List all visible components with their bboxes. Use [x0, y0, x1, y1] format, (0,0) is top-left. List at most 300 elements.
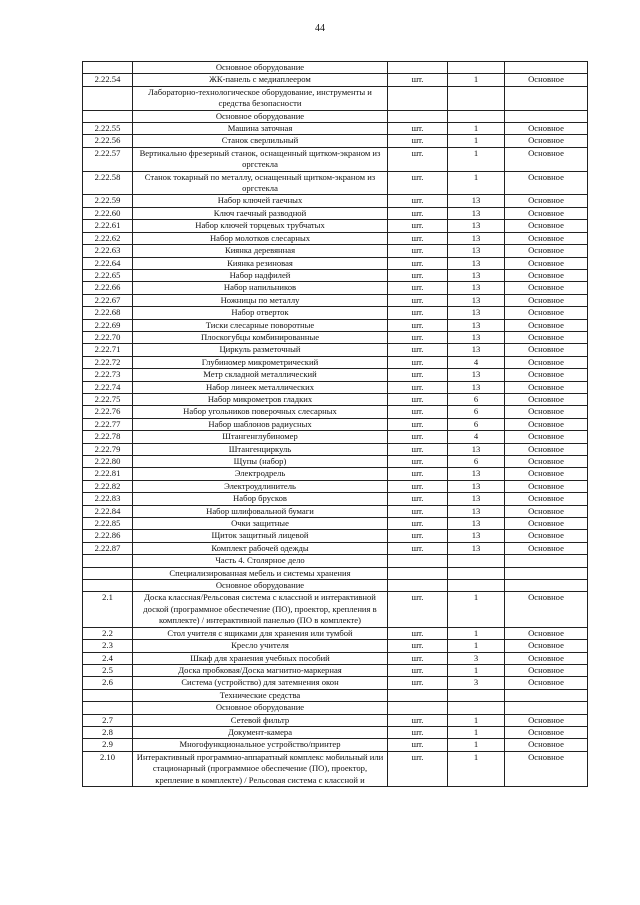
item-code: 2.4: [83, 652, 133, 664]
item-name: Кресло учителя: [133, 640, 388, 652]
item-type: Основное: [505, 751, 588, 786]
table-row: [83, 542, 588, 554]
empty-cell: [388, 580, 448, 592]
item-unit: шт.: [388, 664, 448, 676]
empty-cell: [448, 702, 505, 714]
code-cell: [83, 689, 133, 701]
item-name: Щупы (набор): [133, 456, 388, 468]
item-unit: шт.: [388, 592, 448, 627]
table-row: [83, 677, 588, 689]
empty-cell: [388, 689, 448, 701]
item-name: Набор линеек металлических: [133, 381, 388, 393]
item-name: Набор брусков: [133, 493, 388, 505]
item-unit: шт.: [388, 123, 448, 135]
item-quantity: 13: [448, 331, 505, 343]
table-row: [83, 232, 588, 244]
table-row: [83, 480, 588, 492]
item-quantity: 13: [448, 195, 505, 207]
empty-cell: [505, 689, 588, 701]
item-quantity: 13: [448, 245, 505, 257]
item-unit: шт.: [388, 282, 448, 294]
item-code: 2.22.60: [83, 207, 133, 219]
table-row: [83, 640, 588, 652]
table-row: [83, 269, 588, 281]
item-type: Основное: [505, 456, 588, 468]
item-type: Основное: [505, 220, 588, 232]
table-row: [83, 443, 588, 455]
item-type: Основное: [505, 195, 588, 207]
item-name: Станок сверлильный: [133, 135, 388, 147]
item-unit: шт.: [388, 627, 448, 639]
item-unit: шт.: [388, 331, 448, 343]
empty-cell: [448, 110, 505, 122]
empty-cell: [388, 555, 448, 567]
item-name: Стол учителя с ящиками для хранения или тумбой: [133, 627, 388, 639]
item-code: 2.22.85: [83, 518, 133, 530]
table-row: [83, 282, 588, 294]
table-row: [83, 307, 588, 319]
item-code: 2.22.65: [83, 269, 133, 281]
section-row: [83, 689, 588, 701]
empty-cell: [448, 580, 505, 592]
item-name: Ножницы по металлу: [133, 294, 388, 306]
item-quantity: 13: [448, 493, 505, 505]
table-row: [83, 123, 588, 135]
item-unit: шт.: [388, 542, 448, 554]
section-heading: Технические средства: [133, 689, 388, 701]
item-name: ЖК-панель с медиаплеером: [133, 74, 388, 86]
table-row: [83, 493, 588, 505]
item-unit: шт.: [388, 74, 448, 86]
item-quantity: 1: [448, 123, 505, 135]
item-name: Набор напильников: [133, 282, 388, 294]
item-type: Основное: [505, 493, 588, 505]
item-unit: шт.: [388, 443, 448, 455]
item-type: Основное: [505, 726, 588, 738]
item-name: Доска пробковая/Доска магнитно-маркерная: [133, 664, 388, 676]
item-quantity: 13: [448, 480, 505, 492]
empty-cell: [388, 86, 448, 110]
item-quantity: 13: [448, 381, 505, 393]
item-unit: шт.: [388, 493, 448, 505]
item-quantity: 1: [448, 627, 505, 639]
item-quantity: 13: [448, 530, 505, 542]
code-cell: [83, 580, 133, 592]
item-type: Основное: [505, 147, 588, 171]
item-unit: шт.: [388, 652, 448, 664]
table-row: [83, 195, 588, 207]
item-code: 2.22.61: [83, 220, 133, 232]
item-type: Основное: [505, 245, 588, 257]
item-code: 2.22.77: [83, 418, 133, 430]
item-type: Основное: [505, 518, 588, 530]
item-type: Основное: [505, 739, 588, 751]
item-name: Набор шлифовальной бумаги: [133, 505, 388, 517]
table-row: [83, 207, 588, 219]
item-name: Киянка деревянная: [133, 245, 388, 257]
item-quantity: 4: [448, 356, 505, 368]
code-cell: [83, 110, 133, 122]
item-quantity: 1: [448, 74, 505, 86]
item-unit: шт.: [388, 319, 448, 331]
item-name: Станок токарный по металлу, оснащенный щитком-экраном из оргстекла: [133, 171, 388, 195]
item-unit: шт.: [388, 369, 448, 381]
item-name: Киянка резиновая: [133, 257, 388, 269]
table-row: [83, 319, 588, 331]
item-unit: шт.: [388, 677, 448, 689]
empty-cell: [505, 86, 588, 110]
item-name: Набор микрометров гладких: [133, 393, 388, 405]
table-row: [83, 331, 588, 343]
table-row: [83, 664, 588, 676]
item-code: 2.22.79: [83, 443, 133, 455]
item-name: Набор надфилей: [133, 269, 388, 281]
item-quantity: 13: [448, 220, 505, 232]
item-type: Основное: [505, 344, 588, 356]
item-type: Основное: [505, 418, 588, 430]
section-row: [83, 110, 588, 122]
item-quantity: 3: [448, 652, 505, 664]
item-unit: шт.: [388, 294, 448, 306]
code-cell: [83, 555, 133, 567]
item-code: 2.10: [83, 751, 133, 786]
item-unit: шт.: [388, 530, 448, 542]
item-name: Набор молотков слесарных: [133, 232, 388, 244]
item-name: Документ-камера: [133, 726, 388, 738]
item-code: 2.22.59: [83, 195, 133, 207]
item-name: Шкаф для хранения учебных пособий: [133, 652, 388, 664]
item-unit: шт.: [388, 344, 448, 356]
item-name: Набор отверток: [133, 307, 388, 319]
table-row: [83, 592, 588, 627]
item-type: Основное: [505, 652, 588, 664]
item-unit: шт.: [388, 431, 448, 443]
item-type: Основное: [505, 664, 588, 676]
item-name: Набор угольников поверочных слесарных: [133, 406, 388, 418]
item-type: Основное: [505, 443, 588, 455]
item-unit: шт.: [388, 135, 448, 147]
item-code: 2.22.73: [83, 369, 133, 381]
item-name: Электроудлинитель: [133, 480, 388, 492]
item-name: Глубиномер микрометрический: [133, 356, 388, 368]
page-number: 44: [315, 23, 325, 34]
item-type: Основное: [505, 468, 588, 480]
section-heading: Основное оборудование: [133, 702, 388, 714]
table-row: [83, 431, 588, 443]
empty-cell: [448, 62, 505, 74]
item-quantity: 6: [448, 393, 505, 405]
item-type: Основное: [505, 331, 588, 343]
item-quantity: 3: [448, 677, 505, 689]
item-code: 2.22.63: [83, 245, 133, 257]
table-row: [83, 147, 588, 171]
item-code: 2.22.67: [83, 294, 133, 306]
item-code: 2.5: [83, 664, 133, 676]
table-row: [83, 627, 588, 639]
item-name: Набор ключей торцевых трубчатых: [133, 220, 388, 232]
item-code: 2.22.58: [83, 171, 133, 195]
table-row: [83, 369, 588, 381]
item-name: Штангенглубиномер: [133, 431, 388, 443]
item-type: Основное: [505, 542, 588, 554]
item-quantity: 6: [448, 418, 505, 430]
item-quantity: 1: [448, 171, 505, 195]
table-row: [83, 356, 588, 368]
item-quantity: 13: [448, 518, 505, 530]
item-type: Основное: [505, 393, 588, 405]
item-quantity: 13: [448, 232, 505, 244]
item-quantity: 1: [448, 147, 505, 171]
empty-cell: [388, 567, 448, 579]
item-quantity: 1: [448, 739, 505, 751]
item-type: Основное: [505, 74, 588, 86]
empty-cell: [505, 580, 588, 592]
item-code: 2.22.80: [83, 456, 133, 468]
item-quantity: 13: [448, 207, 505, 219]
table-row: [83, 245, 588, 257]
item-quantity: 13: [448, 542, 505, 554]
table-row: [83, 652, 588, 664]
item-type: Основное: [505, 406, 588, 418]
item-type: Основное: [505, 480, 588, 492]
empty-cell: [505, 110, 588, 122]
item-code: 2.22.87: [83, 542, 133, 554]
table-row: [83, 74, 588, 86]
item-quantity: 13: [448, 282, 505, 294]
item-type: Основное: [505, 232, 588, 244]
section-row: [83, 567, 588, 579]
item-type: Основное: [505, 123, 588, 135]
item-name: Щиток защитный лицевой: [133, 530, 388, 542]
item-quantity: 13: [448, 257, 505, 269]
item-name: Набор ключей гаечных: [133, 195, 388, 207]
table-row: [83, 518, 588, 530]
table-row: [83, 344, 588, 356]
item-unit: шт.: [388, 726, 448, 738]
item-quantity: 13: [448, 468, 505, 480]
item-code: 2.7: [83, 714, 133, 726]
item-code: 2.6: [83, 677, 133, 689]
item-code: 2.22.75: [83, 393, 133, 405]
item-unit: шт.: [388, 245, 448, 257]
table-row: [83, 456, 588, 468]
item-quantity: 4: [448, 431, 505, 443]
item-name: Интерактивный программно-аппаратный комплекс мобильный или стационарный (программное обеспечение (ПО), проектор, крепление в комплекте) / Рельсовая система с классной и: [133, 751, 388, 786]
item-code: 2.22.82: [83, 480, 133, 492]
item-code: 2.22.69: [83, 319, 133, 331]
item-quantity: 13: [448, 294, 505, 306]
item-quantity: 13: [448, 369, 505, 381]
item-name: Циркуль разметочный: [133, 344, 388, 356]
code-cell: [83, 702, 133, 714]
item-name: Ключ гаечный разводной: [133, 207, 388, 219]
table-row: [83, 739, 588, 751]
item-code: 2.22.84: [83, 505, 133, 517]
table-row: [83, 135, 588, 147]
item-code: 2.22.83: [83, 493, 133, 505]
code-cell: [83, 567, 133, 579]
item-quantity: 13: [448, 443, 505, 455]
item-quantity: 1: [448, 664, 505, 676]
item-quantity: 1: [448, 135, 505, 147]
item-code: 2.22.81: [83, 468, 133, 480]
table-row: [83, 530, 588, 542]
item-unit: шт.: [388, 714, 448, 726]
item-code: 2.3: [83, 640, 133, 652]
item-unit: шт.: [388, 147, 448, 171]
item-type: Основное: [505, 356, 588, 368]
item-code: 2.22.62: [83, 232, 133, 244]
item-type: Основное: [505, 171, 588, 195]
item-type: Основное: [505, 269, 588, 281]
item-type: Основное: [505, 381, 588, 393]
table-row: [83, 468, 588, 480]
item-name: Электродрель: [133, 468, 388, 480]
item-unit: шт.: [388, 381, 448, 393]
table-row: [83, 393, 588, 405]
item-code: 2.22.70: [83, 331, 133, 343]
table-row: [83, 171, 588, 195]
empty-cell: [505, 567, 588, 579]
code-cell: [83, 62, 133, 74]
item-unit: шт.: [388, 418, 448, 430]
item-name: Вертикально фрезерный станок, оснащенный щитком-экраном из оргстекла: [133, 147, 388, 171]
item-unit: шт.: [388, 307, 448, 319]
item-unit: шт.: [388, 505, 448, 517]
item-type: Основное: [505, 677, 588, 689]
item-type: Основное: [505, 257, 588, 269]
empty-cell: [388, 702, 448, 714]
item-code: 2.22.71: [83, 344, 133, 356]
table-row: [83, 418, 588, 430]
empty-cell: [388, 62, 448, 74]
item-code: 2.22.78: [83, 431, 133, 443]
item-quantity: 1: [448, 726, 505, 738]
empty-cell: [448, 86, 505, 110]
item-unit: шт.: [388, 393, 448, 405]
code-cell: [83, 86, 133, 110]
item-name: Плоскогубцы комбинированные: [133, 331, 388, 343]
item-type: Основное: [505, 282, 588, 294]
item-unit: шт.: [388, 195, 448, 207]
item-code: 2.22.56: [83, 135, 133, 147]
item-quantity: 6: [448, 406, 505, 418]
item-quantity: 13: [448, 269, 505, 281]
item-quantity: 6: [448, 456, 505, 468]
item-quantity: 13: [448, 307, 505, 319]
item-unit: шт.: [388, 257, 448, 269]
item-name: Очки защитные: [133, 518, 388, 530]
item-unit: шт.: [388, 456, 448, 468]
item-type: Основное: [505, 135, 588, 147]
item-unit: шт.: [388, 739, 448, 751]
item-code: 2.22.66: [83, 282, 133, 294]
section-heading: Основное оборудование: [133, 110, 388, 122]
item-unit: шт.: [388, 518, 448, 530]
section-row: [83, 702, 588, 714]
table-row: [83, 505, 588, 517]
empty-cell: [388, 110, 448, 122]
table-row: [83, 294, 588, 306]
equipment-table: [82, 61, 588, 787]
item-unit: шт.: [388, 171, 448, 195]
table-row: [83, 381, 588, 393]
empty-cell: [505, 702, 588, 714]
item-code: 2.1: [83, 592, 133, 627]
section-row: [83, 86, 588, 110]
item-type: Основное: [505, 294, 588, 306]
item-name: Сетевой фильтр: [133, 714, 388, 726]
item-code: 2.22.86: [83, 530, 133, 542]
item-unit: шт.: [388, 751, 448, 786]
item-code: 2.2: [83, 627, 133, 639]
item-name: Многофункциональное устройство/принтер: [133, 739, 388, 751]
item-unit: шт.: [388, 220, 448, 232]
item-type: Основное: [505, 431, 588, 443]
item-type: Основное: [505, 530, 588, 542]
section-heading: Часть 4. Столярное дело: [133, 555, 388, 567]
empty-cell: [505, 555, 588, 567]
item-unit: шт.: [388, 406, 448, 418]
item-type: Основное: [505, 627, 588, 639]
item-quantity: 1: [448, 751, 505, 786]
table-row: [83, 751, 588, 786]
section-heading: Лабораторно-технологическое оборудование, инструменты и средства безопасности: [133, 86, 388, 110]
table-row: [83, 406, 588, 418]
empty-cell: [448, 567, 505, 579]
item-name: Машина заточная: [133, 123, 388, 135]
item-unit: шт.: [388, 356, 448, 368]
item-name: Набор шаблонов радиусных: [133, 418, 388, 430]
item-type: Основное: [505, 369, 588, 381]
section-row: [83, 62, 588, 74]
item-quantity: 1: [448, 714, 505, 726]
item-quantity: 1: [448, 592, 505, 627]
item-code: 2.22.64: [83, 257, 133, 269]
item-name: Метр складной металлический: [133, 369, 388, 381]
item-type: Основное: [505, 505, 588, 517]
item-code: 2.9: [83, 739, 133, 751]
table-row: [83, 220, 588, 232]
empty-cell: [448, 555, 505, 567]
item-unit: шт.: [388, 480, 448, 492]
item-type: Основное: [505, 714, 588, 726]
item-name: Тиски слесарные поворотные: [133, 319, 388, 331]
item-type: Основное: [505, 207, 588, 219]
item-unit: шт.: [388, 640, 448, 652]
item-name: Комплект рабочей одежды: [133, 542, 388, 554]
item-code: 2.22.55: [83, 123, 133, 135]
item-code: 2.22.54: [83, 74, 133, 86]
item-code: 2.22.68: [83, 307, 133, 319]
item-type: Основное: [505, 307, 588, 319]
item-code: 2.22.76: [83, 406, 133, 418]
item-unit: шт.: [388, 207, 448, 219]
item-type: Основное: [505, 640, 588, 652]
table-row: [83, 714, 588, 726]
item-code: 2.22.72: [83, 356, 133, 368]
item-code: 2.22.57: [83, 147, 133, 171]
section-heading: Основное оборудование: [133, 62, 388, 74]
section-heading: Специализированная мебель и системы хранения: [133, 567, 388, 579]
item-type: Основное: [505, 592, 588, 627]
item-quantity: 1: [448, 640, 505, 652]
section-heading: Основное оборудование: [133, 580, 388, 592]
item-code: 2.8: [83, 726, 133, 738]
item-code: 2.22.74: [83, 381, 133, 393]
item-name: Система (устройство) для затемнения окон: [133, 677, 388, 689]
item-type: Основное: [505, 319, 588, 331]
